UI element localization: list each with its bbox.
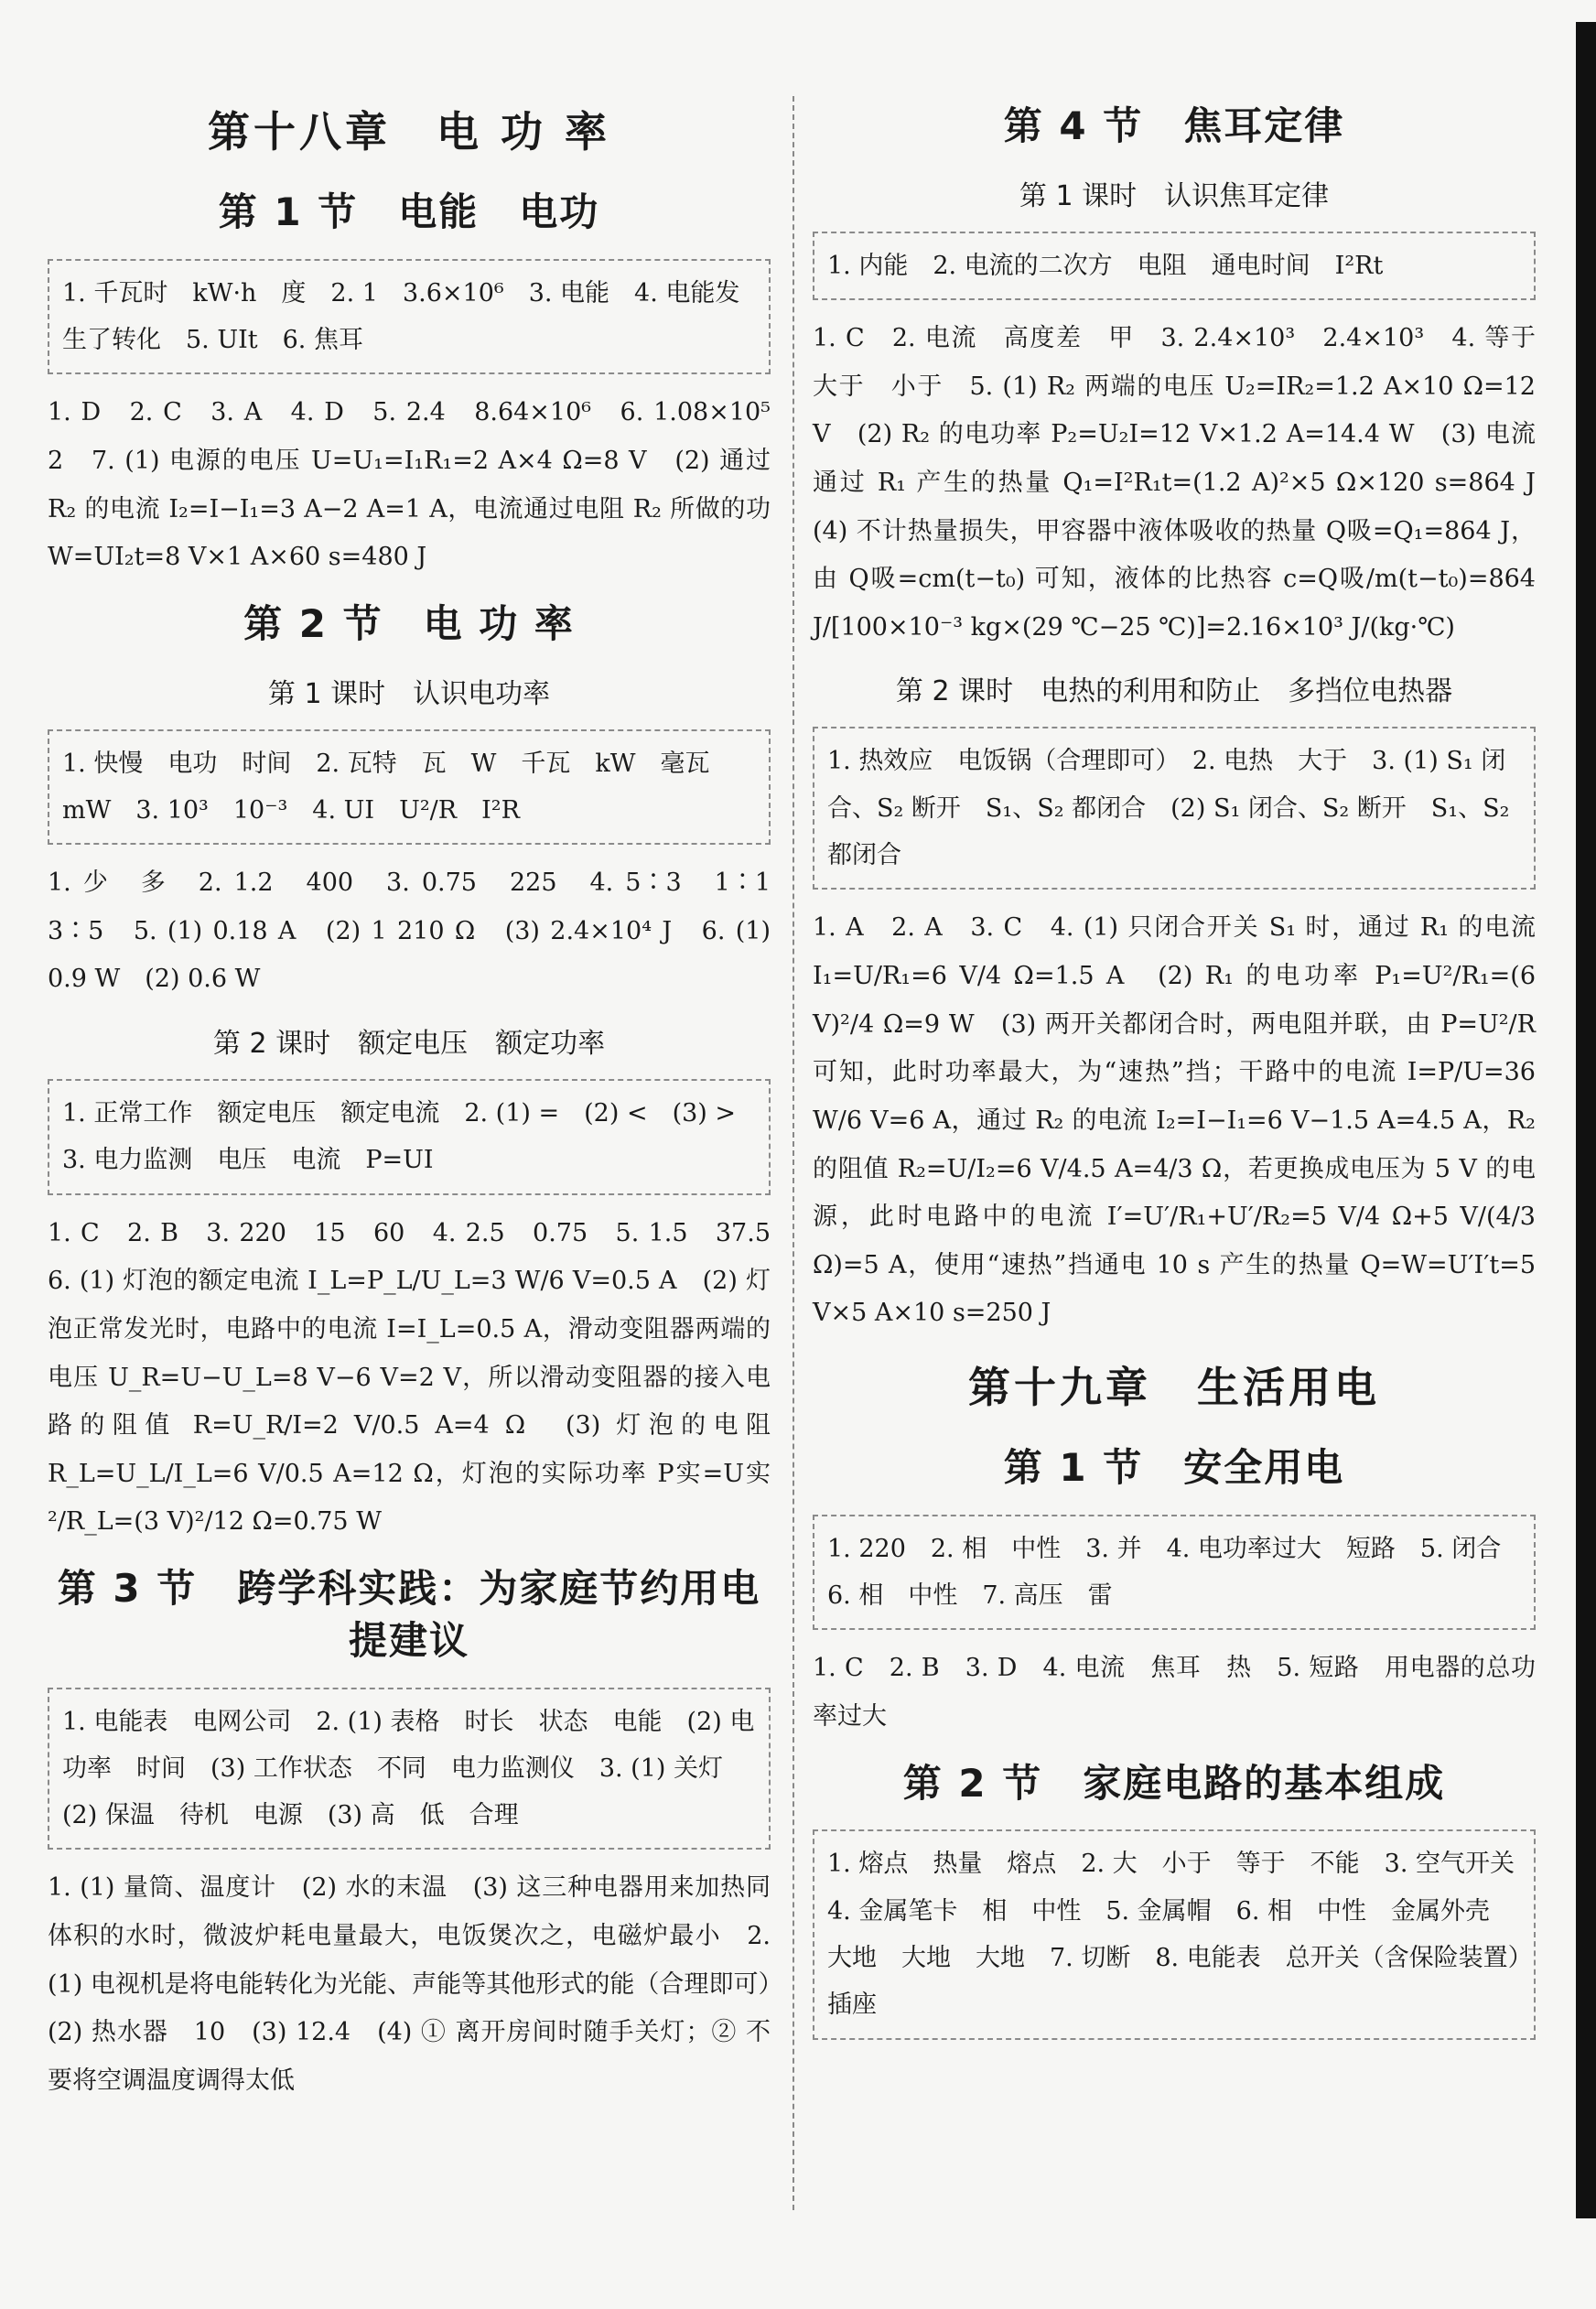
section-2-title: 第 2 节 电 功 率 — [243, 600, 575, 646]
section-4-lesson-1-answers: 1. C 2. 电流 高度差 甲 3. 2.4×10³ 2.4×10³ 4. 等于 大于 小于 5. (1) R₂ 两端的电压 U₂=IR₂=1.2 A×10 Ω=12 V (2) R₂ 的电功率 P₂=U₂I=12 V×1.2 A=14.4 W (3) 电流通过 R₁ 产生的热量 Q₁=I²R₁t=(1.2 A)²×5 Ω×120 s=864 J (4) 不计热量损失，甲容器中液体吸收的热量 Q吸=Q₁=864 J，由 Q吸=cm(t−t₀) 可知，液体的比热容 c=Q吸/m(t−t₀)=864 J/[100×10⁻³ kg×(29 ℃−25 ℃)]=2.16×10³ J/(kg·℃) — [813, 323, 1560, 642]
section-4-lesson-2-box: 1. 热效应 电饭锅（合理即可） 2. 电热 大于 3. (1) S₁ 闭合、S₂ 断开 S₁、S₂ 都闭合 (2) S₁ 闭合、S₂ 断开 S₁、S₂ 都闭合 — [813, 727, 1536, 890]
section-1-box: 1. 千瓦时 kW·h 度 2. 1 3.6×10⁶ 3. 电能 4. 电能发生了转化 5. UIt 6. 焦耳 — [48, 259, 771, 375]
section-2-lesson-1-box: 1. 快慢 电功 时间 2. 瓦特 瓦 W 千瓦 kW 毫瓦 mW 3. 10³ 10⁻³ 4. UI U²/R I²R — [48, 729, 771, 846]
section-2-lesson-1-title: 第 1 课时 认识电功率 — [267, 677, 551, 710]
section-3-box: 1. 电能表 电网公司 2. (1) 表格 时长 状态 电能 (2) 电功率 时间 (3) 工作状态 不同 电力监测仪 3. (1) 关灯 (2) 保温 待机 电源 (3) 高 低 合理 — [48, 1688, 771, 1850]
chapter-18-title: 第十八章 电 功 率 — [207, 107, 611, 156]
section-1-answers: 1. D 2. C 3. A 4. D 5. 2.4 8.64×10⁶ 6. 1.08×10⁵ 2 7. (1) 电源的电压 U=U₁=I₁R₁=2 A×4 Ω=8 V (2) 通过 R₂ 的电流 I₂=I−I₁=3 A−2 A=1 A，电流通过电阻 R₂ 所做的功 W=UI₂t=8 V×1 A×60 s=480 J — [48, 398, 795, 572]
section-1-title: 第 1 节 电能 电功 — [218, 189, 600, 234]
ch19-section-2-title: 第 2 节 家庭电路的基本组成 — [902, 1760, 1446, 1806]
ch19-section-2-box: 1. 熔点 热量 熔点 2. 大 小于 等于 不能 3. 空气开关 4. 金属笔卡 相 中性 5. 金属帽 6. 相 中性 金属外壳 大地 大地 大地 7. 切断 8. 电能表 总开关（含保险装置） 插座 — [813, 1829, 1536, 2039]
ch19-section-1-title: 第 1 节 安全用电 — [1003, 1445, 1345, 1491]
section-2-lesson-2-title: 第 2 课时 额定电压 额定功率 — [212, 1028, 606, 1061]
section-3-answers: 1. (1) 量筒、温度计 (2) 水的末温 (3) 这三种电器用来加热同体积的水时，微波炉耗电量最大，电饭煲次之，电磁炉最小 2. (1) 电视机是将电能转化为光能、声能等其他形式的能（合理即可） (2) 热水器 10 (3) 12.4 (4) ① 离开房间时随手关灯；② 不要将空调温度调得太低 — [48, 1873, 795, 2095]
section-4-lesson-2-title: 第 2 课时 电热的利用和防止 多挡位电热器 — [895, 675, 1453, 708]
right-column — [813, 92, 1560, 2055]
section-2-lesson-1-answers: 1. 少 多 2. 1.2 400 3. 0.75 225 4. 5∶3 1∶1 3∶5 5. (1) 0.18 A (2) 1 210 Ω (3) 2.4×10⁴ J 6. (1) 0.9 W (2) 0.6 W — [48, 869, 795, 994]
section-2-lesson-2-answers: 1. C 2. B 3. 220 15 60 4. 2.5 0.75 5. 1.5 37.5 6. (1) 灯泡的额定电流 I_L=P_L/U_L=3 W/6 V=0.5 A (2) 灯泡正常发光时，电路中的电流 I=I_L=0.5 A，滑动变阻器两端的电压 U_R=U−U_L=8 V−6 V=2 V，所以滑动变阻器的接入电路的阻值 R=U_R/I=2 V/0.5 A=4 Ω (3) 灯泡的电阻 R_L=U_L/I_L=6 V/0.5 A=12 Ω，灯泡的实际功率 P实=U实²/R_L=(3 V)²/12 Ω=0.75 W — [48, 1218, 795, 1537]
ch19-section-1-box: 1. 220 2. 相 中性 3. 并 4. 电功率过大 短路 5. 闭合 6. 相 中性 7. 高压 雷 — [813, 1515, 1536, 1631]
section-3-title: 第 3 节 跨学科实践：为家庭节约用电提建议 — [57, 1566, 761, 1663]
section-4-lesson-1-box: 1. 内能 2. 电流的二次方 电阻 通电时间 I²Rt — [813, 232, 1536, 300]
section-4-lesson-2-answers: 1. A 2. A 3. C 4. (1) 只闭合开关 S₁ 时，通过 R₁ 的电流 I₁=U/R₁=6 V/4 Ω=1.5 A (2) R₁ 的电功率 P₁=U²/R₁=(6 V)²/4 Ω=9 W (3) 两开关都闭合时，两电阻并联，由 P=U²/R 可知，此时功率最大，为“速热”挡；干路中的电流 I=P/U=36 W/6 V=6 A，通过 R₂ 的电流 I₂=I−I₁=6 V−1.5 A=4.5 A，R₂ 的阻值 R₂=U/I₂=6 V/4.5 A=4/3 Ω，若更换成电压为 5 V 的电源，此时电路中的电流 I′=U′/R₁+U′/R₂=5 V/4 Ω+5 V/(4/3 Ω)=5 A，使用“速热”挡通电 10 s 产生的热量 Q=W=U′I′t=5 V×5 A×10 s=250 J — [813, 913, 1536, 1328]
section-4-title: 第 4 节 焦耳定律 — [1003, 103, 1345, 148]
chapter-19-title: 第十九章 生活用电 — [968, 1363, 1380, 1413]
left-column — [48, 92, 795, 2122]
ch19-section-1-answers: 1. C 2. B 3. D 4. 电流 焦耳 热 5. 短路 用电器的总功率过大 — [813, 1654, 1536, 1732]
page-edge-bar — [1576, 22, 1596, 2218]
section-4-lesson-1-title: 第 1 课时 认识焦耳定律 — [1019, 179, 1330, 212]
section-2-lesson-2-box: 1. 正常工作 额定电压 额定电流 2. (1) = (2) < (3) > 3. 电力监测 电压 电流 P=UI — [48, 1079, 771, 1195]
